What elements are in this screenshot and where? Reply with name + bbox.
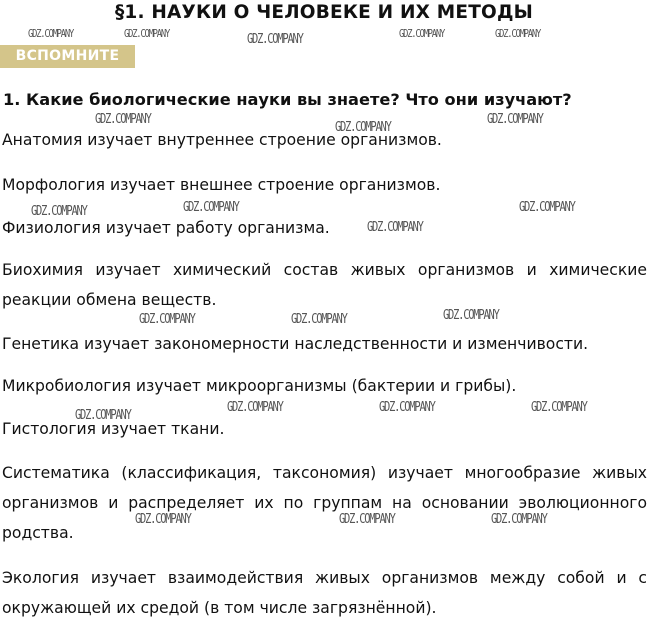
watermark: GDZ.COMPANY [487,112,543,127]
remember-badge: ВСПОМНИТЕ [0,45,135,68]
answer-paragraph-histology: Гистология изучает ткани. [2,420,225,438]
watermark: GDZ.COMPANY [339,512,395,527]
watermark: GDZ.COMPANY [28,27,74,40]
watermark: GDZ.COMPANY [291,312,347,327]
watermark: GDZ.COMPANY [75,408,131,423]
watermark: GDZ.COMPANY [31,204,87,219]
watermark: GDZ.COMPANY [227,400,283,415]
watermark: GDZ.COMPANY [531,400,587,415]
watermark: GDZ.COMPANY [399,27,445,40]
watermark: GDZ.COMPANY [519,200,575,215]
answer-paragraph-biochemistry: Биохимия изучает химический состав живых организмов и химические реакции обмена веществ. [2,261,647,309]
watermark: GDZ.COMPANY [335,120,391,135]
answer-paragraph-morphology: Морфология изучает внешнее строение организмов. [2,176,441,194]
watermark: GDZ.COMPANY [135,512,191,527]
watermark: GDZ.COMPANY [495,27,541,40]
watermark: GDZ.COMPANY [491,512,547,527]
answer-paragraph-systematics: Систематика (классификация, таксономия) изучает многообразие живых организмов и распределяет их по группам на основании эволюционного родства. [2,464,647,542]
watermark: GDZ.COMPANY [95,112,151,127]
section-title: §1. НАУКИ О ЧЕЛОВЕКЕ И ИХ МЕТОДЫ [114,2,534,23]
watermark: GDZ.COMPANY [379,400,435,415]
watermark: GDZ.COMPANY [443,308,499,323]
watermark: GDZ.COMPANY [183,200,239,215]
answer-paragraph-microbiology: Микробиология изучает микроорганизмы (бактерии и грибы). [2,377,517,395]
answer-paragraph-genetics: Генетика изучает закономерности наследственности и изменчивости. [2,335,589,353]
question-heading: 1. Какие биологические науки вы знаете? Что они изучают? [3,90,572,109]
answer-paragraph-physiology: Физиология изучает работу организма. [2,219,330,237]
watermark: GDZ.COMPANY [367,220,423,235]
watermark: GDZ.COMPANY [139,312,195,327]
answer-paragraph-ecology: Экология изучает взаимодействия живых организмов между собой и с окружающей их средой (в том числе загрязнённой). [2,569,647,617]
watermark: GDZ.COMPANY [124,27,170,40]
watermark: GDZ.COMPANY [247,32,303,47]
answer-paragraph-anatomy: Анатомия изучает внутреннее строение организмов. [2,131,442,149]
